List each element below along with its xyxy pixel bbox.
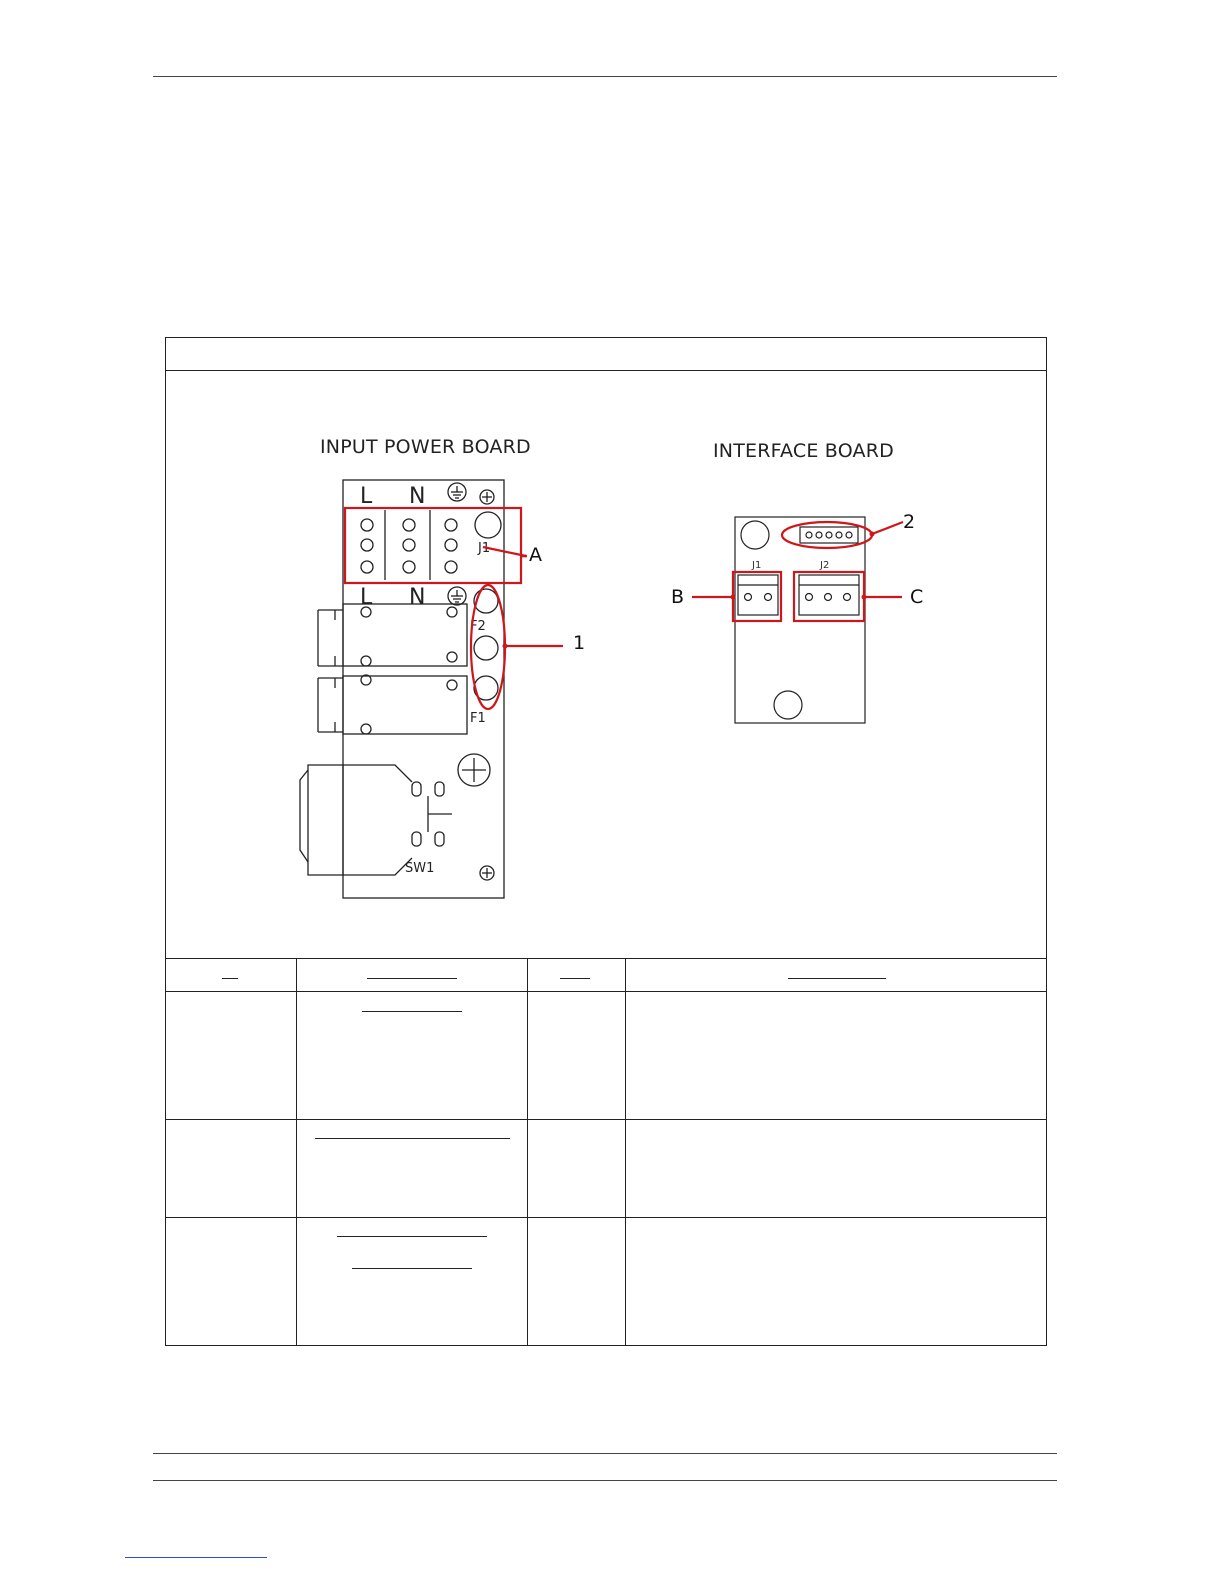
footer-rule-bottom: [153, 1480, 1057, 1481]
input-board-label-line: L: [360, 484, 373, 509]
diagram-row-divider: [166, 958, 1046, 959]
column-header-divider: [166, 991, 1046, 992]
input-power-board-diagram: [290, 470, 620, 910]
callout-1-label: 1: [573, 632, 586, 654]
interface-board-label-j2: J2: [820, 560, 830, 571]
callout-1-highlight: [471, 585, 505, 709]
column-header-2-underline: [367, 978, 457, 979]
column-header-1-underline: [222, 978, 238, 979]
switch-sw1: [308, 765, 343, 875]
callout-c-label: C: [910, 586, 924, 608]
row-3-cell-underline-1: [337, 1236, 487, 1237]
interface-board-title: INTERFACE BOARD: [713, 440, 894, 462]
column-divider-3: [625, 958, 626, 1345]
input-board-label-j1: J1: [478, 541, 491, 556]
input-board-label-sw1: SW1: [405, 861, 435, 876]
column-header-3-underline: [560, 978, 590, 979]
input-board-label-neutral: N: [409, 484, 426, 509]
header-row-divider: [166, 370, 1046, 371]
callout-2-label: 2: [903, 511, 916, 533]
footer-link[interactable]: [125, 1557, 267, 1558]
callout-a-label: A: [529, 544, 542, 566]
input-board-label-neutral-2: N: [409, 585, 426, 610]
column-header-4-underline: [788, 978, 886, 979]
interface-board-label-j1: J1: [752, 560, 762, 571]
interface-board-diagram: [680, 505, 940, 735]
fuse-f1: [343, 676, 467, 734]
header-rule: [153, 76, 1057, 77]
input-power-board-title: INPUT POWER BOARD: [320, 436, 531, 458]
row-2-cell-underline: [315, 1138, 510, 1139]
callout-c-highlight: [794, 572, 864, 621]
column-divider-2: [527, 958, 528, 1345]
row-3-cell-underline-2: [352, 1268, 472, 1269]
footer-rule-top: [153, 1453, 1057, 1454]
input-board-label-f2: F2: [470, 619, 486, 634]
row-1-divider: [166, 1119, 1046, 1120]
row-1-cell-underline: [362, 1011, 462, 1012]
callout-b-highlight: [733, 572, 781, 621]
input-board-label-f1: F1: [470, 711, 486, 726]
input-board-label-line-2: L: [360, 585, 373, 610]
callout-b-label: B: [671, 586, 685, 608]
column-divider-1: [296, 958, 297, 1345]
row-2-divider: [166, 1217, 1046, 1218]
